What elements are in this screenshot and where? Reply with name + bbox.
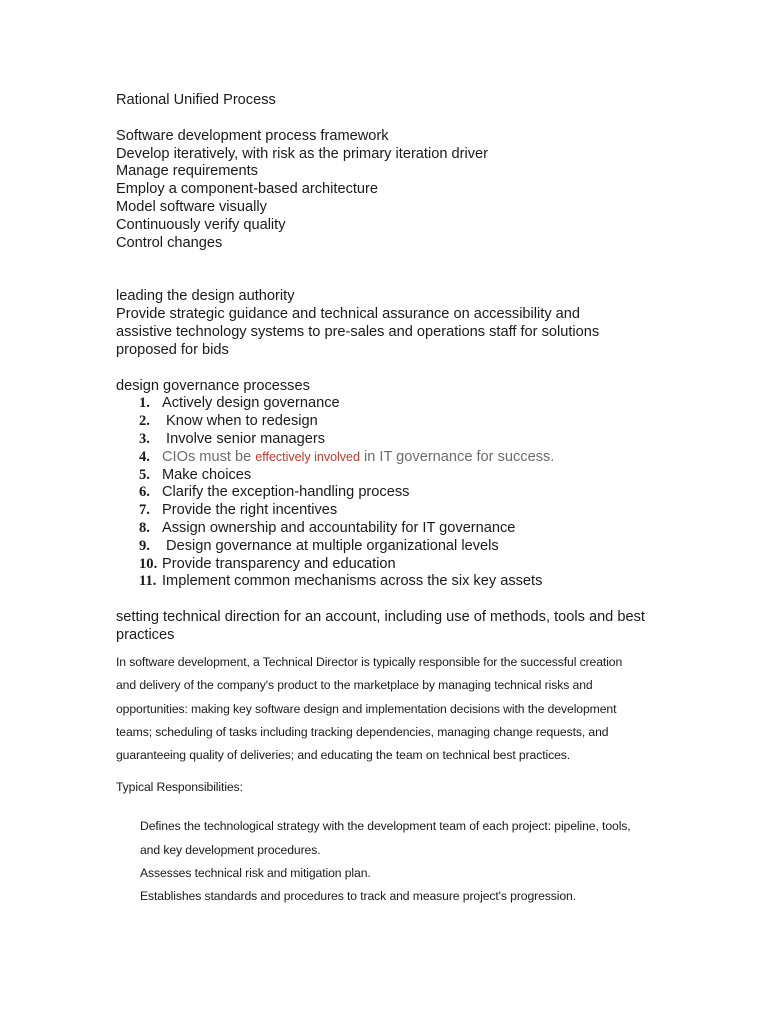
list-item: Defines the technological strategy with the development team of each project: pipeline, tools, and key development procedures. <box>140 819 631 857</box>
list-item: 8. Assign ownership and accountability for IT governance <box>139 519 516 536</box>
list-item: 2. Know when to redesign <box>139 413 318 430</box>
highlighted-phrase: effectively involved <box>255 449 360 464</box>
rup-item: Software development process framework <box>116 127 389 144</box>
rup-item: Manage requirements <box>116 163 258 180</box>
list-item: 1. Actively design governance <box>139 395 340 412</box>
direction-heading: setting technical direction for an account, including use of methods, tools and best practices <box>116 609 645 643</box>
list-item: 6. Clarify the exception-handling process <box>139 484 410 501</box>
responsibilities-list <box>116 815 656 909</box>
governance-heading: design governance processes <box>116 377 310 394</box>
rup-item: Continuously verify quality <box>116 216 286 233</box>
list-item: 10. Provide transparency and education <box>139 555 396 572</box>
list-item: Assesses technical risk and mitigation plan. <box>140 865 371 880</box>
governance-list <box>116 395 656 591</box>
responsibilities-heading: Typical Responsibilities: <box>116 779 243 794</box>
document-page <box>116 92 656 909</box>
rup-item: Model software visually <box>116 198 267 215</box>
list-item: 4. CIOs must be effectively involved in IT governance for success. <box>139 448 555 465</box>
rup-item: Control changes <box>116 234 223 251</box>
authority-body: Provide strategic guidance and technical assurance on accessibility and assistive technology systems to pre-sales and operations staff for solutions proposed for bids <box>116 306 600 358</box>
list-item: 9. Design governance at multiple organizational levels <box>139 537 499 554</box>
list-item: 11. Implement common mechanisms across the six key assets <box>139 573 543 590</box>
rup-item: Employ a component-based architecture <box>116 181 379 198</box>
rup-list <box>116 128 656 253</box>
list-item: Establishes standards and procedures to track and measure project's progression. <box>140 889 577 904</box>
document-title: Rational Unified Process <box>116 92 276 108</box>
list-item: 3. Involve senior managers <box>139 430 326 447</box>
list-item: 5. Make choices <box>139 466 252 483</box>
list-item: 7. Provide the right incentives <box>139 502 338 519</box>
direction-body: In software development, a Technical Director is typically responsible for the successful creation and delivery of the company's product to the marketplace by managing technical risks and opportunities: making key software design and implementation decisions with the development teams; scheduling of tasks including tracking dependencies, managing change requests, and guaranteeing quality of deliveries; and educating the team on technical best practices. <box>116 654 623 763</box>
authority-heading: leading the design authority <box>116 288 295 305</box>
rup-item: Develop iteratively, with risk as the primary iteration driver <box>116 145 488 162</box>
